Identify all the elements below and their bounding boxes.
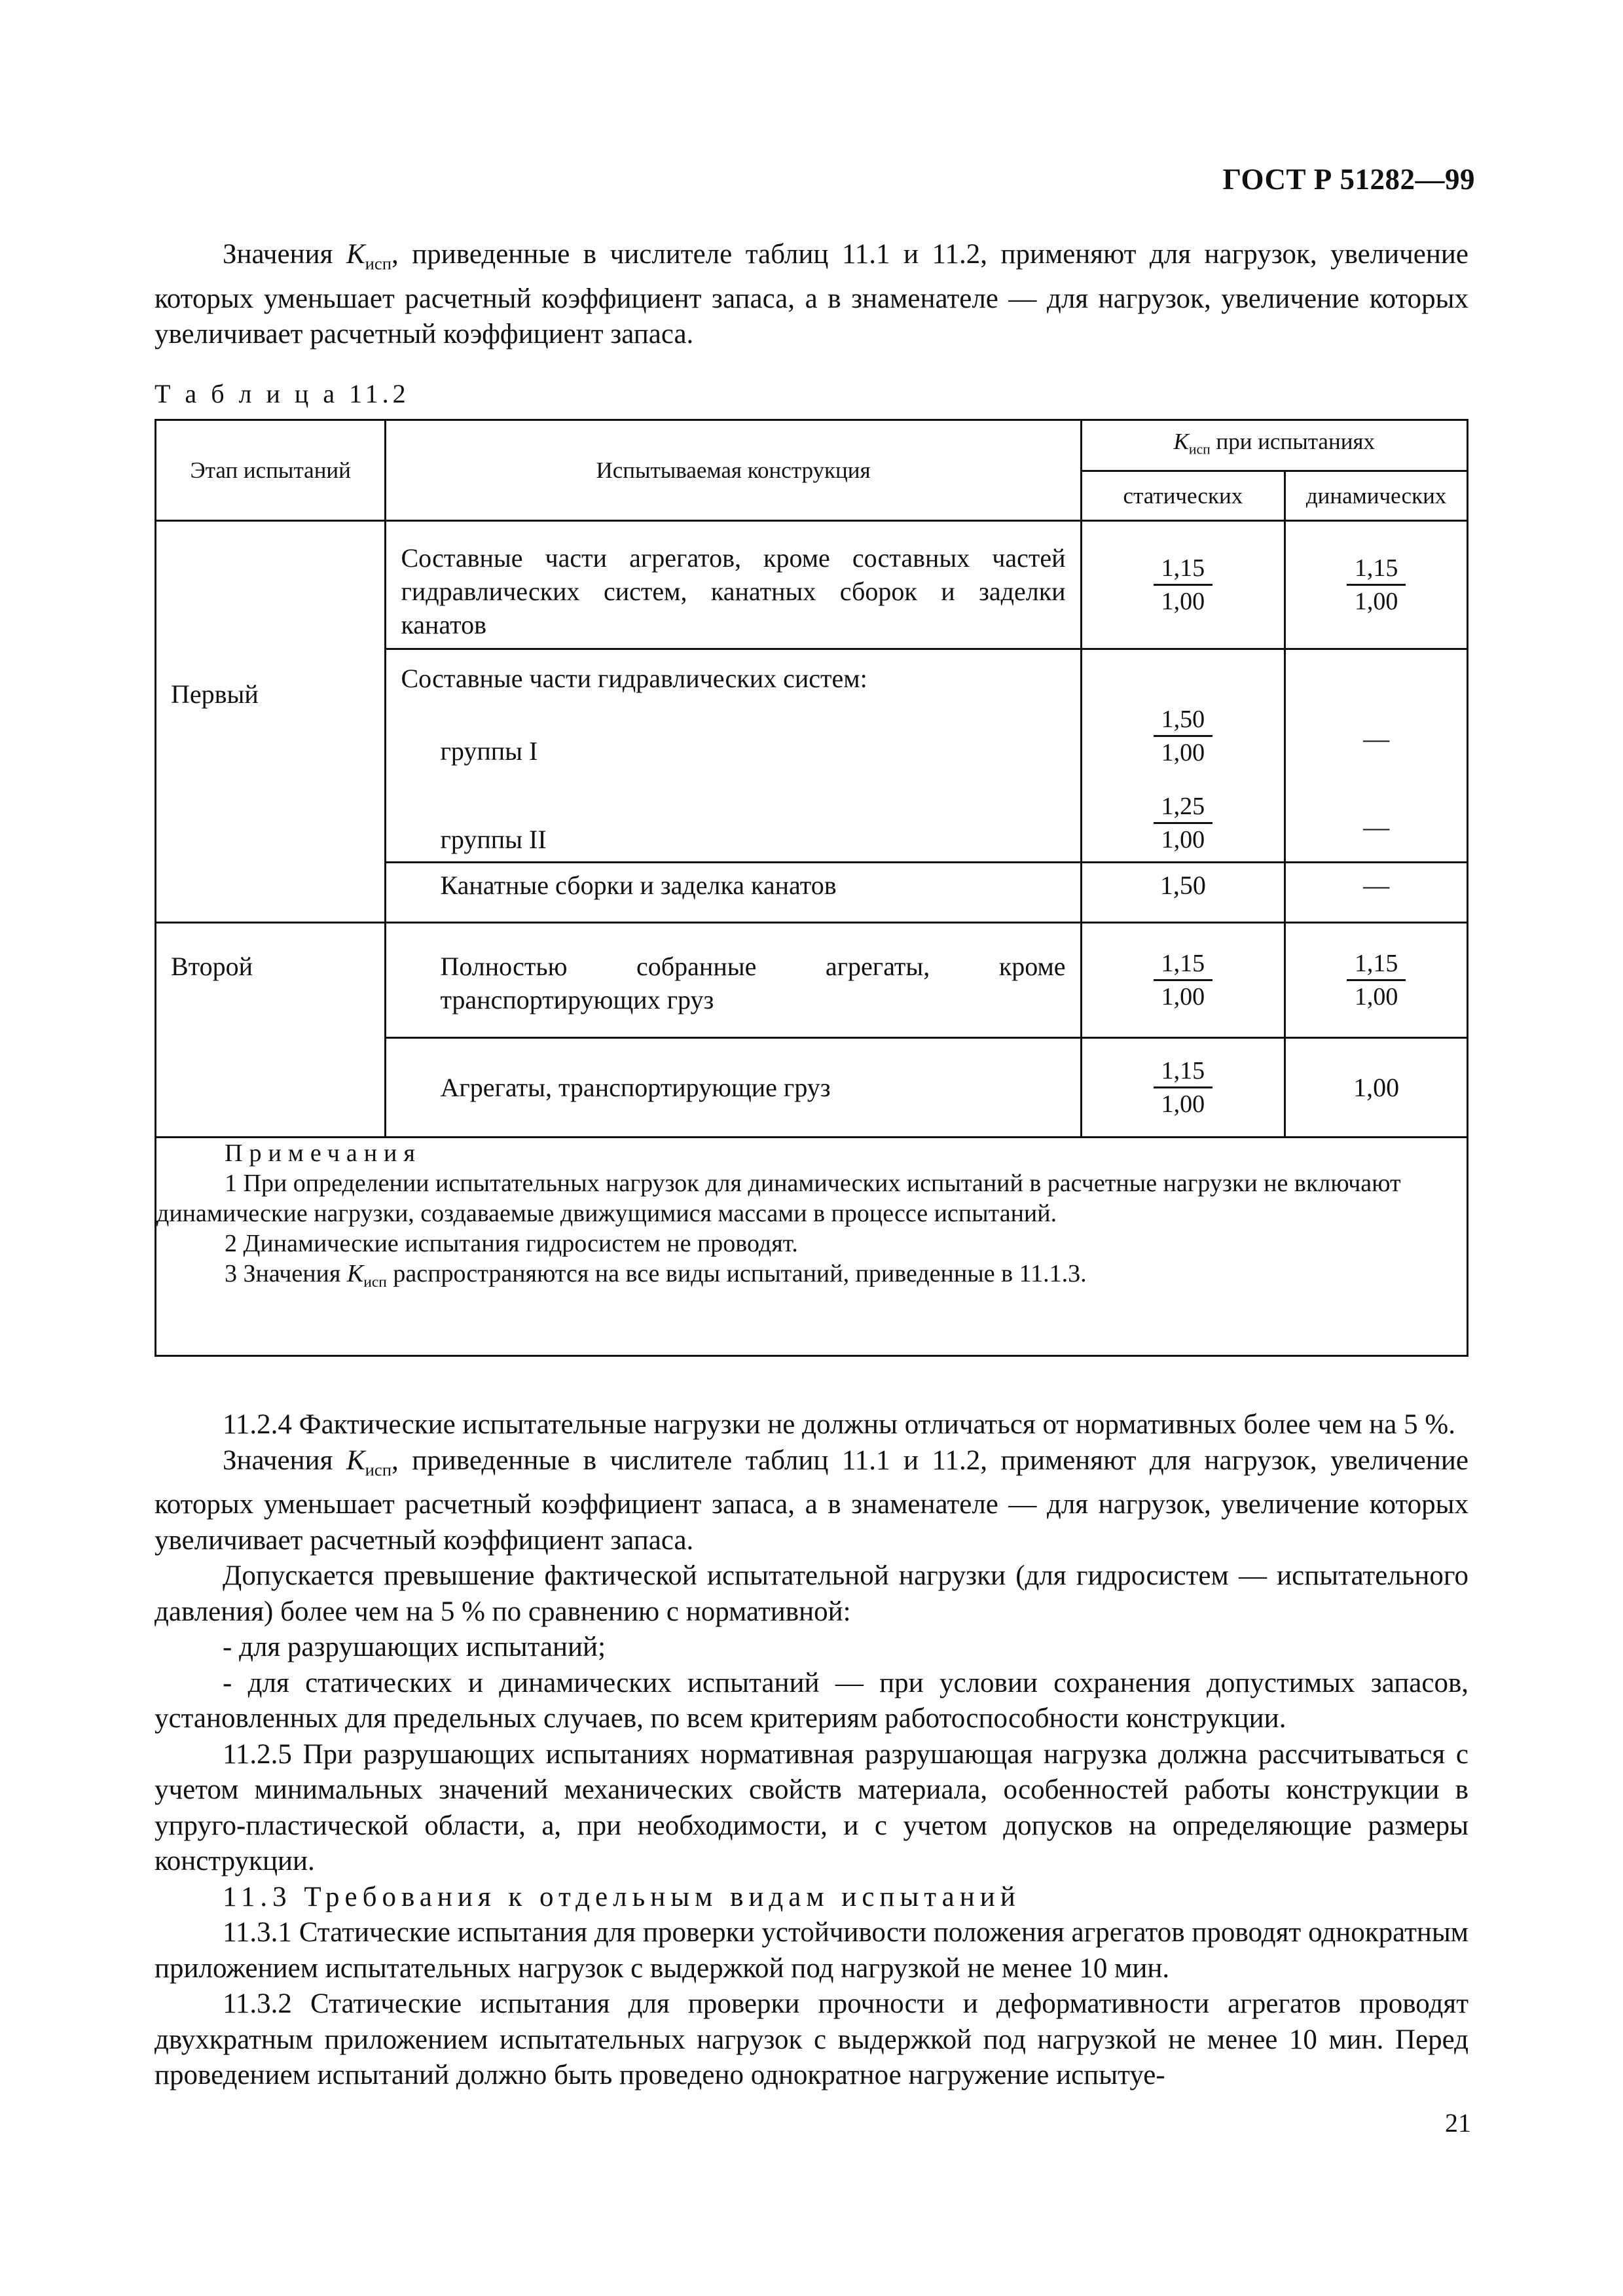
table-11-2	[155, 419, 1468, 1357]
row-3-dynamic: —	[1285, 863, 1468, 923]
para-exceed: Допускается превышение фактической испытательной нагрузки (для гидросистем — испытательного давления) более чем на 5 % по сравнению с нормативной:	[155, 1560, 1468, 1627]
row-2-dynamic: — —	[1285, 649, 1468, 863]
row-4-dynamic: $\frac{1,15}{1,00}$	[1285, 923, 1468, 1038]
row-4-static: $\frac{1,15}{1,00}$	[1081, 923, 1285, 1038]
k-symbol: K	[346, 239, 365, 270]
table-caption: Т а б л и ц а 11.2	[155, 379, 410, 408]
document-id: ГОСТ Р 51282—99	[1222, 163, 1475, 196]
header-stage: Этап испытаний	[156, 420, 386, 521]
para-11-3-1: 11.3.1 Статические испытания для проверки устойчивости положения агрегатов проводят однократным приложением испытательных нагрузок с выдержкой под нагрузкой не менее 10 мин.	[155, 1917, 1468, 1984]
row-1-construction: Составные части агрегатов, кроме составных частей гидравлических систем, канатных сборок и заделки канатов	[386, 521, 1081, 649]
section-11-3-heading: 11.3 Требования к отдельным видам испытаний	[223, 1881, 1021, 1912]
notes-title: Примечания	[225, 1139, 422, 1167]
row-5-construction: Агрегаты, транспортирующие груз	[386, 1038, 1081, 1138]
header-construction: Испытываемая конструкция	[386, 420, 1081, 521]
intro-paragraph: Значения $K_{исп}$, приведенные в числителе таблиц 11.1 и 11.2, применяют для нагрузок, увеличение которых уменьшает расчетный коэффициент запаса, а в знаменателе — для нагрузок, увеличение которых увеличивает расчетный коэффициент запаса.	[155, 239, 1468, 350]
row-3-construction: Канатные сборки и заделка канатов	[386, 863, 1081, 923]
row-4-construction: Полностью собранные агрегаты, кроме транспортирующих груз	[386, 923, 1081, 1038]
para-11-2-5: 11.2.5 При разрушающих испытаниях нормативная разрушающая нагрузка должна рассчитываться с учетом минимальных значений механических свойств материала, особенностей работы конструкции в упруго-пластической области, а, при необходимости, и с учетом допусков на определяющие размеры конструкции.	[155, 1738, 1468, 1877]
body-text	[155, 1407, 1468, 2094]
table-notes	[156, 1138, 1468, 1356]
row-3-static: 1,50	[1081, 863, 1285, 923]
row-1-dynamic: $\frac{1,15}{1,00}$	[1285, 521, 1468, 649]
stage-cell-first: Первый	[156, 521, 386, 923]
para-11-2-4: 11.2.4 Фактические испытательные нагрузки не должны отличаться от нормативных более чем на 5 %.	[223, 1409, 1455, 1440]
row-2-static: $\frac{1,50}{1,00}$ $\frac{1,25}{1,00}$	[1081, 649, 1285, 863]
row-1-static: $\frac{1,15}{1,00}$	[1081, 521, 1285, 649]
note-2: 2 Динамические испытания гидросистем не проводят.	[225, 1230, 798, 1257]
list-item-static-dynamic: - для статических и динамических испытаний — при условии сохранения допустимых запасов, установленных для предельных случаев, по всем критериям работоспособности конструкции.	[155, 1667, 1468, 1734]
header-static: статических	[1081, 471, 1285, 521]
header-dynamic: динамических	[1285, 471, 1468, 521]
note-1: 1 При определении испытательных нагрузок для динамических испытаний в расчетные нагрузки не включают динамические нагрузки, создаваемые движущимися массами в процессе испытаний.	[156, 1170, 1401, 1227]
note-3: 3 Значения $K_{исп}$ распространяются на все виды испытаний, приведенные в 11.1.3.	[225, 1260, 1087, 1291]
row-5-dynamic: 1,00	[1285, 1038, 1468, 1138]
para-11-3-2: 11.3.2 Статические испытания для проверки прочности и деформативности агрегатов проводят двухкратным приложением испытательных нагрузок с выдержкой под нагрузкой не менее 10 мин. Перед проведением испытаний должно быть проведено однократное нагружение испытуе-	[155, 1988, 1468, 2091]
header-k: $K_{исп}$ при испытаниях	[1081, 420, 1467, 471]
row-2-construction: Составные части гидравлических систем: группы I группы II	[386, 649, 1081, 863]
list-item-destructive: - для разрушающих испытаний;	[223, 1632, 606, 1663]
stage-cell-second: Второй	[156, 923, 386, 1138]
para-kisp: Значения $K_{исп}$, приведенные в числителе таблиц 11.1 и 11.2, применяют для нагрузок, увеличение которых уменьшает расчетный коэффициент запаса, а в знаменателе — для нагрузок, увеличение которых увеличивает расчетный коэффициент запаса.	[155, 1444, 1468, 1556]
page-number: 21	[1445, 2108, 1471, 2138]
row-5-static: $\frac{1,15}{1,00}$	[1081, 1038, 1285, 1138]
